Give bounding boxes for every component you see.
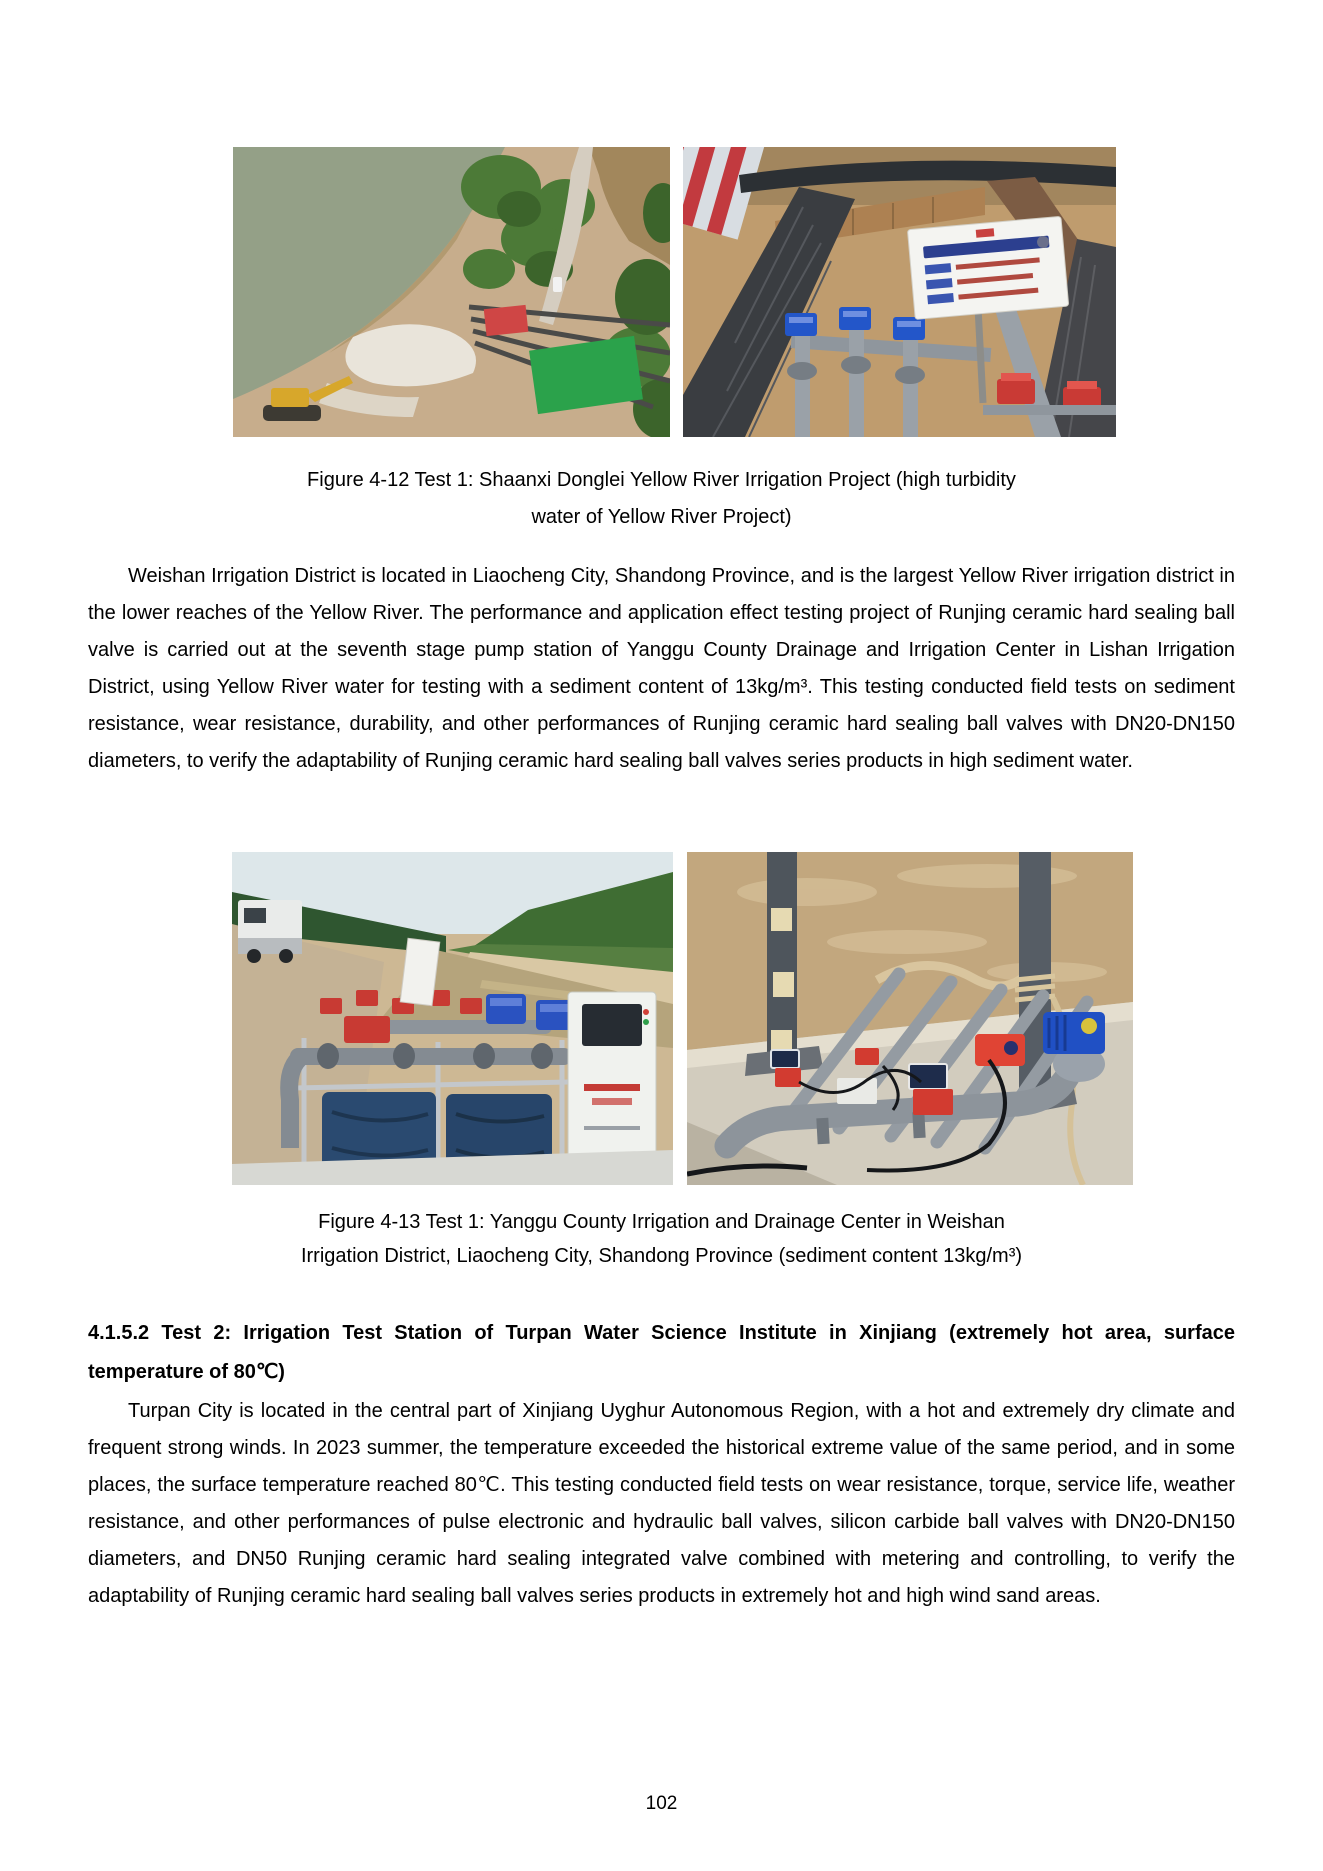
figure-4-12-caption-line-1: Figure 4-12 Test 1: Shaanxi Donglei Yellow River Irrigation Project (high turbidity <box>307 469 1016 491</box>
figure-4-12-caption-line-2: water of Yellow River Project) <box>531 506 792 528</box>
pipe-site-illustration <box>683 147 1116 437</box>
figure-4-13-caption-line-2: Irrigation District, Liaocheng City, Shandong Province (sediment content 13kg/m³) <box>300 1245 1023 1267</box>
canal-skid-illustration <box>232 852 673 1185</box>
page-number: 102 <box>645 1793 678 1814</box>
section-heading-4-1-5-2: 4.1.5.2 Test 2: Irrigation Test Station of Turpan Water Science Institute in Xinjiang (extremely hot area, surface temperature of 80℃) <box>88 1322 1235 1383</box>
figure-4-13-caption <box>88 1205 1235 1273</box>
control-cabinet <box>568 992 656 1164</box>
truck-icon <box>238 900 302 963</box>
vertical-pipes <box>785 307 925 437</box>
info-sign <box>907 216 1068 319</box>
figure-4-13-photo-platform <box>687 852 1133 1185</box>
figure-4-12-caption <box>88 462 1235 536</box>
paragraph-weishan-district: Weishan Irrigation District is located in Liaocheng City, Shandong Province, and is the largest Yellow River irrigation district in the lower reaches of the Yellow River. The performance and application effect testing project of Runjing ceramic hard sealing ball valve is carried out at the seventh stage pump station of Yanggu County Drainage and Irrigation Center in Lishan Irrigation District, using Yellow River water for testing with a sediment content of 13kg/m³. This testing conducted field tests on sediment resistance, wear resistance, durability, and other performances of Runjing ceramic hard sealing ball valves with DN20-DN150 diameters, to verify the adaptability of Runjing ceramic hard sealing ball valves series products in high sediment water. <box>88 565 1235 772</box>
figure-4-12-photo-aerial <box>233 147 670 437</box>
figure-4-13-photo-canal-skid <box>232 852 673 1185</box>
aerial-site-illustration <box>233 147 670 437</box>
figure-4-12-photo-pipes <box>683 147 1116 437</box>
figure-4-13-caption-line-1: Figure 4-13 Test 1: Yanggu County Irrigation and Drainage Center in Weishan <box>318 1211 1005 1233</box>
paragraph-turpan-city: Turpan City is located in the central part of Xinjiang Uyghur Autonomous Region, with a hot and extremely dry climate and frequent strong winds. In 2023 summer, the temperature exceeded the historical extreme value of the same period, and in some places, the surface temperature reached 80℃. This testing conducted field tests on wear resistance, torque, service life, weather resistance, and other performances of pulse electronic and hydraulic ball valves, silicon carbide ball valves with DN20-DN150 diameters, and DN50 Runjing ceramic hard sealing integrated valve combined with metering and controlling, to verify the adaptability of Runjing ceramic hard sealing ball valves series products in extremely hot and high wind sand areas. <box>88 1400 1235 1607</box>
platform-illustration <box>687 852 1133 1185</box>
